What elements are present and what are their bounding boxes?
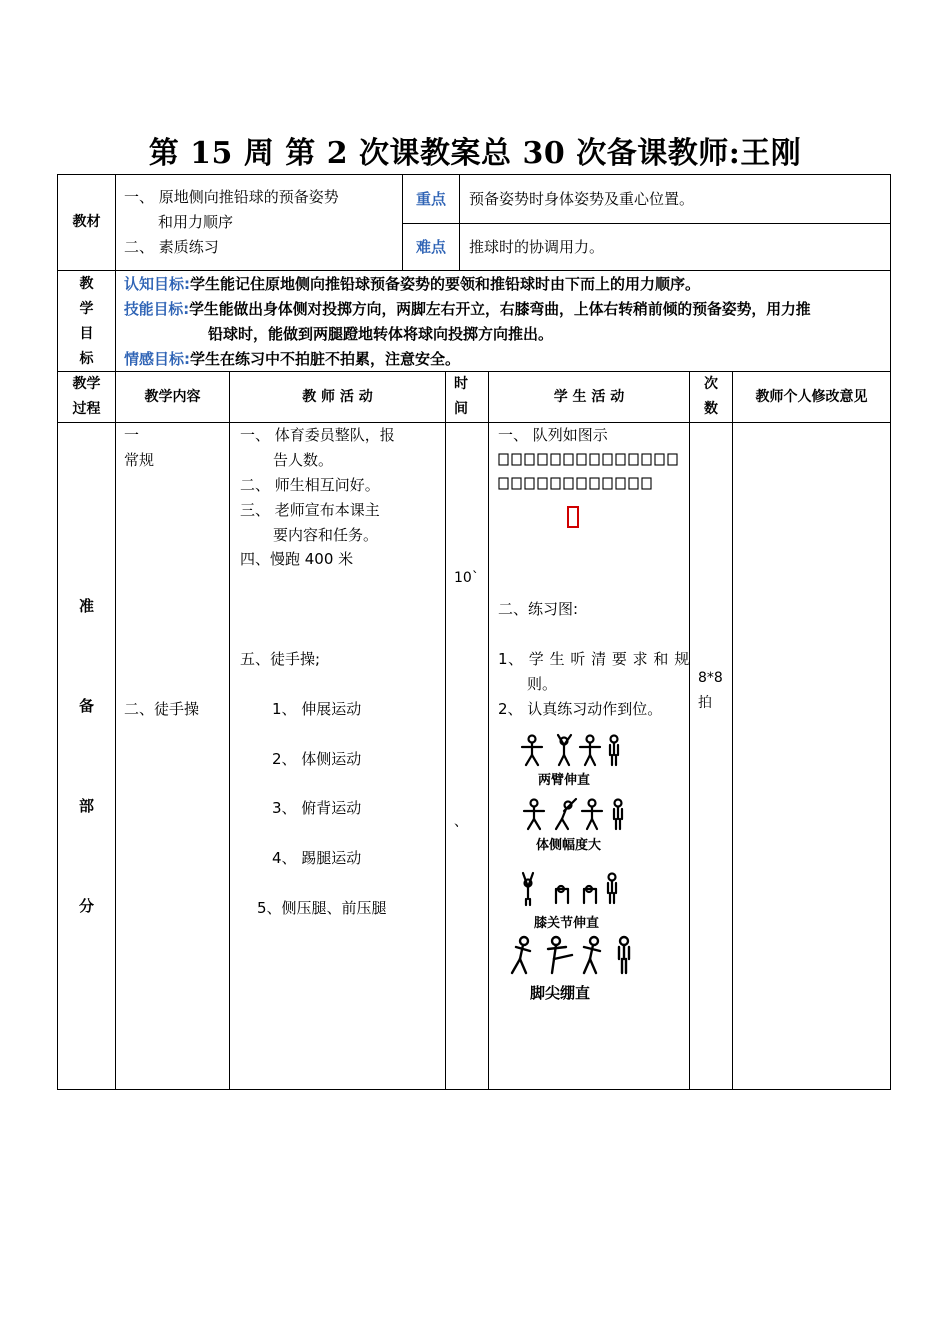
header-time: 时 xyxy=(454,376,468,392)
key-point-text: 预备姿势时身体姿势及重心位置。 xyxy=(469,190,695,208)
skill-goal xyxy=(124,297,811,322)
student-activity: 则。 xyxy=(527,675,558,693)
student-position-marker xyxy=(564,478,573,489)
goals-label-char: 教 xyxy=(79,276,94,292)
cognitive-goal xyxy=(124,272,700,297)
header-student: 学 生 活 动 xyxy=(553,389,625,405)
emotion-goal xyxy=(124,347,460,372)
key-point-label: 重点 xyxy=(415,190,446,208)
skill-goal-label: 技能目标: xyxy=(124,301,190,318)
student-position-marker xyxy=(525,454,534,465)
difficulty-text: 推球时的协调用力。 xyxy=(469,238,605,256)
teacher-activity: 三、 老师宣布本课主 xyxy=(240,501,380,519)
student-activity: 二、练习图: xyxy=(498,600,579,618)
header-count: 次 xyxy=(704,376,718,392)
emotion-goal-label: 情感目标: xyxy=(124,350,190,368)
student-position-marker xyxy=(499,478,508,489)
teacher-activity: 二、 师生相互问好。 xyxy=(240,476,380,494)
student-position-marker xyxy=(577,454,586,465)
content-item: 一 xyxy=(124,426,140,444)
teacher-activity: 3、 俯背运动 xyxy=(272,799,362,817)
teacher-activity: 2、 体侧运动 xyxy=(272,750,362,768)
material-item-1-cont: 和用力顺序 xyxy=(158,213,234,231)
stretch-exercise-figure xyxy=(518,733,628,769)
teacher-activity: 告人数。 xyxy=(273,451,334,469)
forward-bend-exercise-figure xyxy=(516,869,626,907)
section-label-char: 备 xyxy=(78,697,94,715)
header-opinion: 教师个人修改意见 xyxy=(755,389,868,405)
difficulty-label: 难点 xyxy=(415,238,446,256)
cognitive-goal-text: 学生能记住原地侧向推铅球预备姿势的要领和推铅球时由下而上的用力顺序。 xyxy=(190,275,701,293)
figure-label: 两臂伸直 xyxy=(538,773,591,788)
formation-diagram xyxy=(497,450,682,492)
student-position-marker xyxy=(603,478,612,489)
student-position-marker xyxy=(590,454,599,465)
student-position-marker xyxy=(538,478,547,489)
section-label-char: 准 xyxy=(78,597,94,615)
student-position-marker xyxy=(616,478,625,489)
student-activity: 1、 学 生 听 清 要 求 和 规 xyxy=(498,650,690,668)
student-position-marker xyxy=(538,454,547,465)
skill-goal-text-cont: 铅球时，能做到两腿蹬地转体将球向投掷方向推出。 xyxy=(208,325,554,343)
student-position-marker xyxy=(512,478,521,489)
material-item-2: 二、 素质练习 xyxy=(124,238,219,256)
emotion-goal-text: 学生在练习中不拍脏不拍累，注意安全。 xyxy=(190,350,461,368)
skill-goal-text: 学生能做出身体侧对投掷方向，两脚左右开立，右膝弯曲，上体右转稍前倾的预备姿势，用力推 xyxy=(189,301,811,318)
header-process: 过程 xyxy=(72,401,101,417)
content-item: 常规 xyxy=(124,451,155,469)
teacher-activity: 5、侧压腿、前压腿 xyxy=(257,899,387,917)
teacher-activity: 四、慢跑 400 米 xyxy=(240,550,354,568)
student-position-marker xyxy=(642,454,651,465)
student-position-marker xyxy=(629,454,638,465)
teacher-activity: 一、 体育委员整队，报 xyxy=(240,426,395,444)
student-position-marker xyxy=(551,454,560,465)
student-position-marker xyxy=(564,454,573,465)
student-position-marker xyxy=(668,454,677,465)
teacher-activity: 要内容和任务。 xyxy=(273,526,379,544)
teacher-activity: 4、 踢腿运动 xyxy=(272,849,362,867)
time-mark: 、 xyxy=(454,814,468,830)
time-value: 10` xyxy=(454,570,479,586)
student-position-marker xyxy=(577,478,586,489)
student-position-marker xyxy=(551,478,560,489)
kick-exercise-figure xyxy=(508,933,638,977)
figure-label: 膝关节伸直 xyxy=(534,916,600,931)
student-position-marker xyxy=(603,454,612,465)
count-unit: 拍 xyxy=(698,695,712,711)
goals-label-char: 标 xyxy=(79,351,94,367)
header-count: 数 xyxy=(704,401,718,417)
figure-label: 脚尖绷直 xyxy=(530,984,591,1002)
content-item: 二、徒手操 xyxy=(124,700,200,718)
figure-label: 体侧幅度大 xyxy=(536,838,602,853)
teacher-activity: 1、 伸展运动 xyxy=(272,700,362,718)
student-activity: 一、 队列如图示 xyxy=(498,426,608,444)
side-bend-exercise-figure xyxy=(520,797,630,833)
goals-label-char: 学 xyxy=(79,301,94,317)
section-label-char: 部 xyxy=(78,797,94,815)
header-teacher: 教 师 活 动 xyxy=(302,389,373,405)
header-time: 间 xyxy=(454,401,468,417)
material-label: 教材 xyxy=(72,214,101,230)
student-position-marker xyxy=(525,478,534,489)
student-position-marker xyxy=(655,454,664,465)
count-value: 8*8 xyxy=(698,670,723,686)
page-title: 第 15 周 第 2 次课教案总 30 次备课教师:王刚 xyxy=(148,136,802,171)
header-content: 教学内容 xyxy=(144,389,201,405)
student-activity: 2、 认真练习动作到位。 xyxy=(498,700,663,718)
teacher-activity: 五、徒手操; xyxy=(240,650,321,668)
student-position-marker xyxy=(590,478,599,489)
cognitive-goal-label: 认知目标: xyxy=(124,275,190,293)
student-position-marker xyxy=(629,478,638,489)
student-position-marker xyxy=(512,454,521,465)
student-position-marker xyxy=(616,454,625,465)
material-item-1: 一、 原地侧向推铅球的预备姿势 xyxy=(124,188,339,206)
student-position-marker xyxy=(499,454,508,465)
teacher-position-marker xyxy=(567,506,579,528)
section-label-char: 分 xyxy=(78,897,94,915)
student-position-marker xyxy=(642,478,651,489)
goals-label-char: 目 xyxy=(79,326,94,342)
header-process: 教学 xyxy=(72,376,101,392)
